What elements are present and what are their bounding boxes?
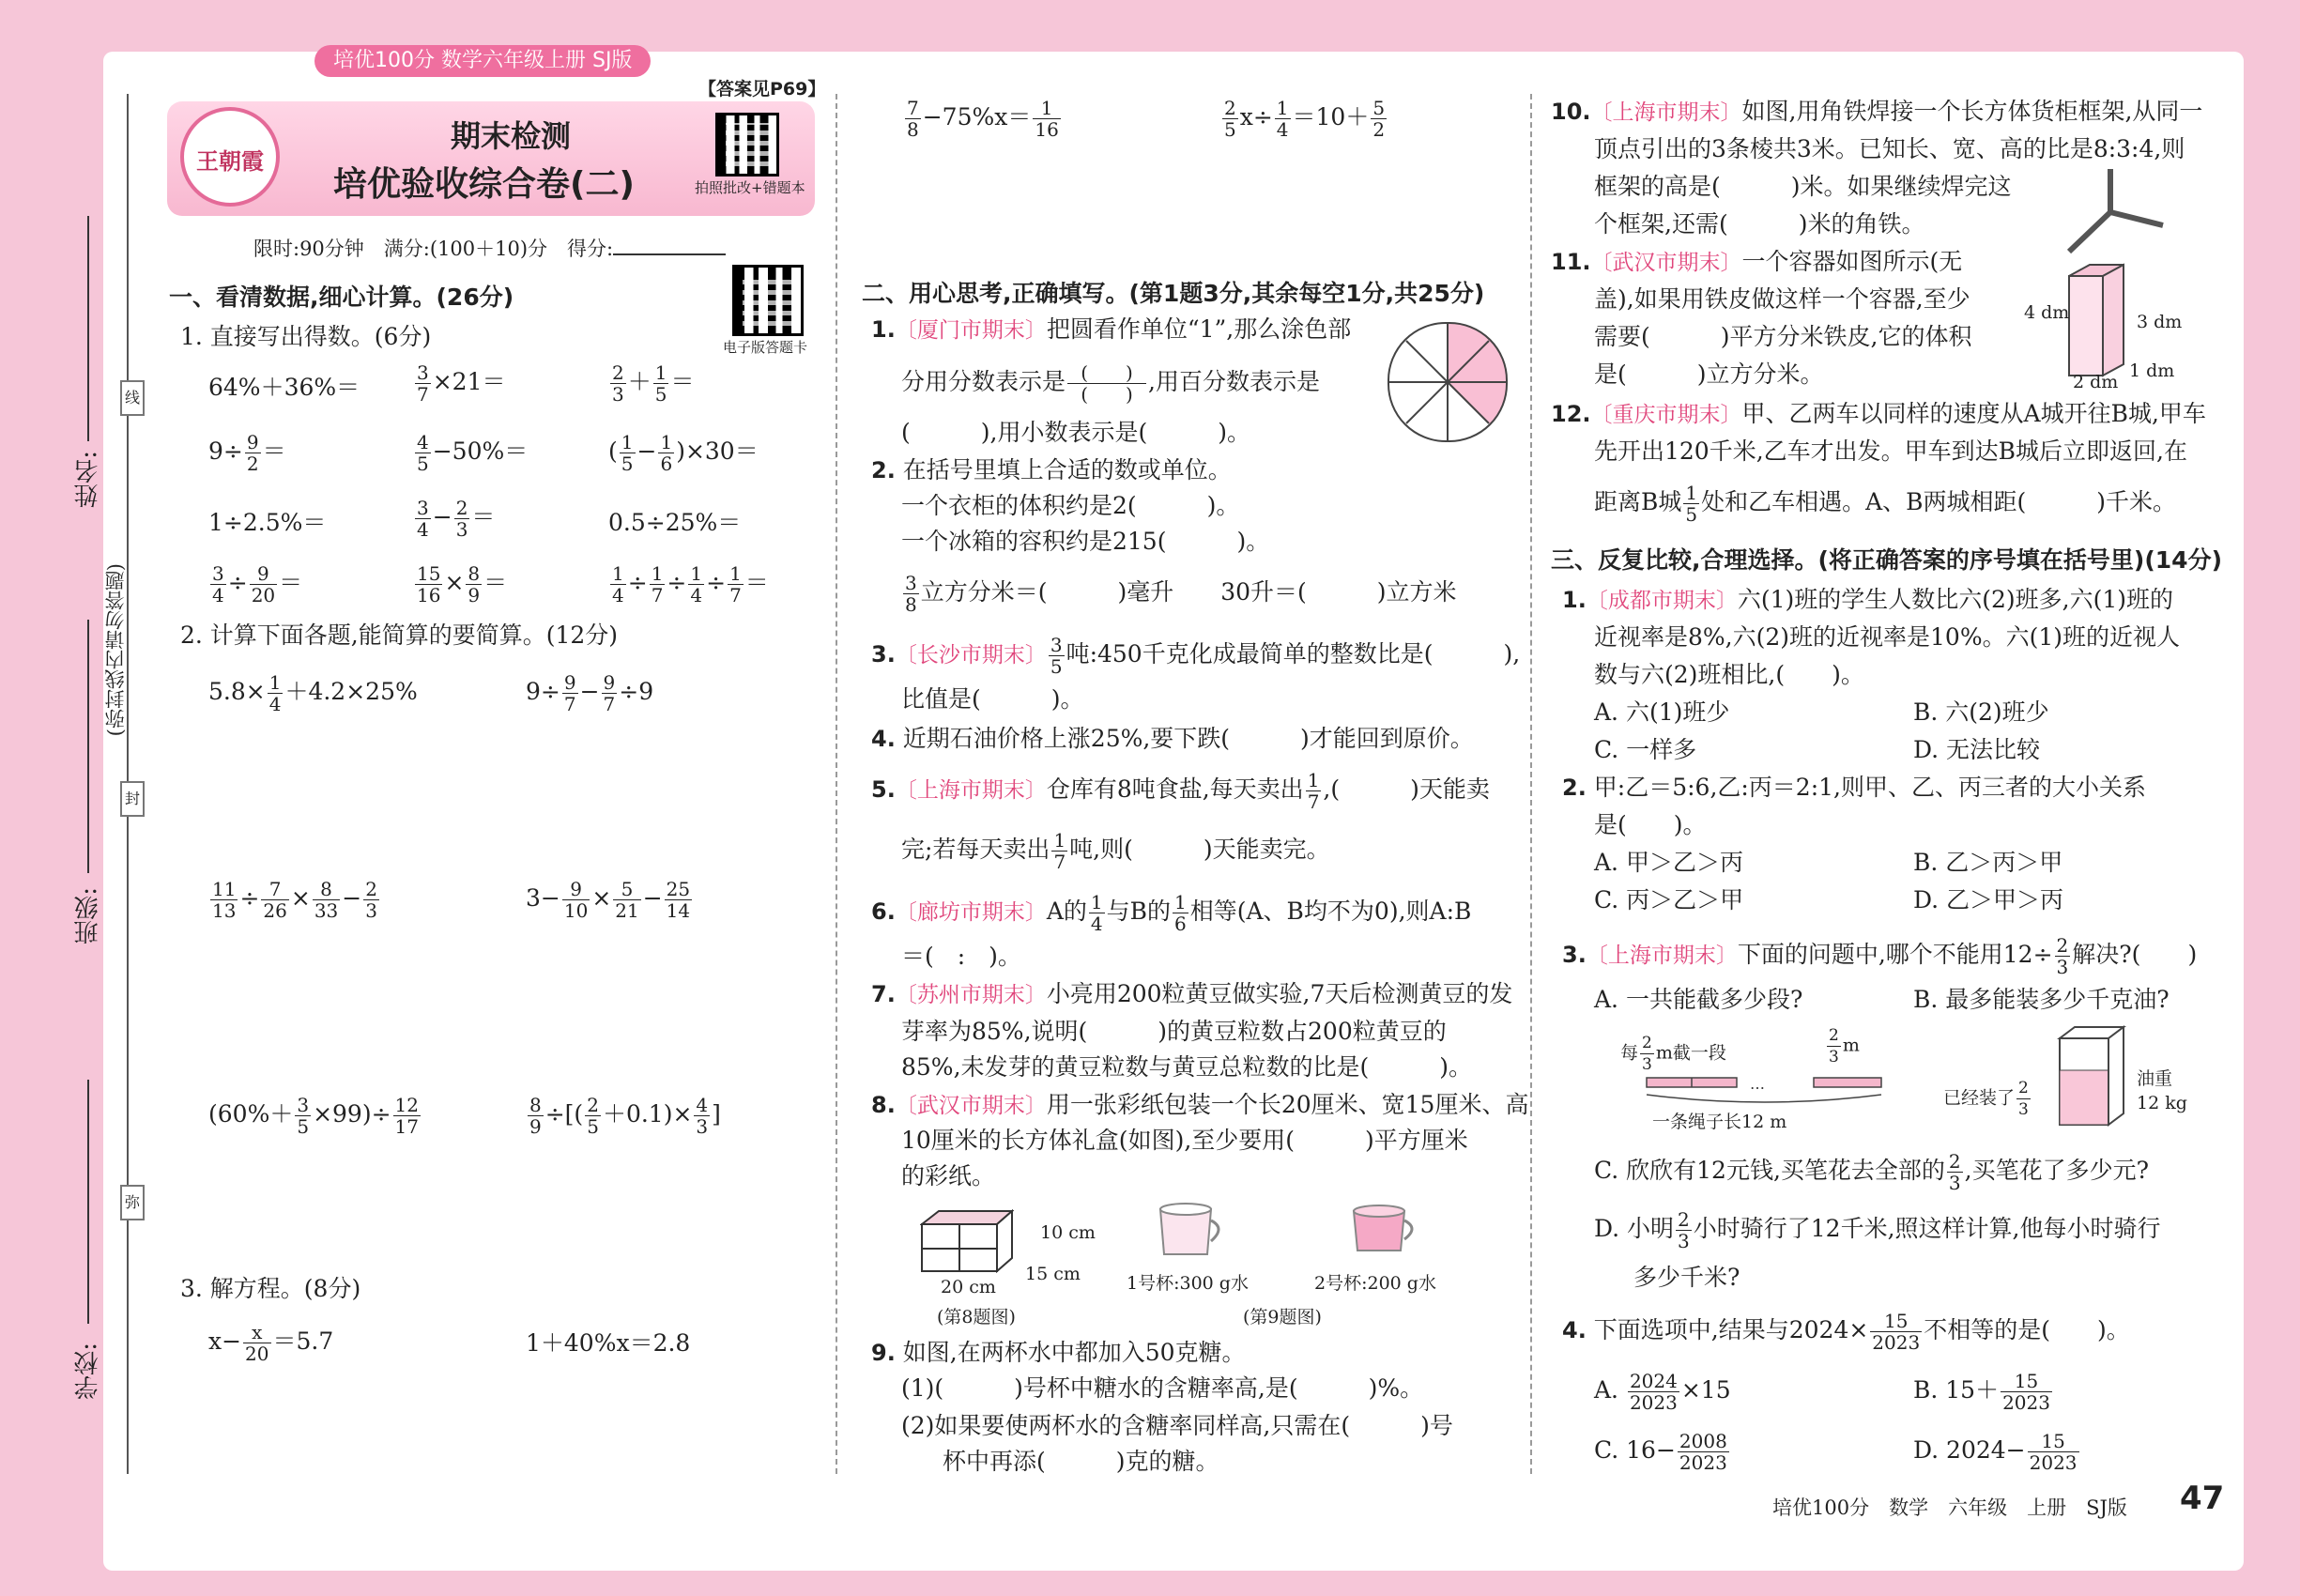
s3-q3-option-d[interactable]: D. 小明 $\frac{2}{3}$ 小时骑行了12千米,照这样计算,他每小时骑行: [1594, 1208, 2161, 1252]
s2-q1-d: ( ),用小数表示是( )。: [901, 419, 1250, 446]
s3-q1-b: 近视率是8%,六(2)班的近视率是10%。六(1)班的近视人: [1594, 623, 2181, 651]
s2-q7-b: 芽率为85%,说明( )的黄豆粒数占200粒黄豆的: [901, 1018, 1447, 1045]
s2-q1-b: 分用分数表示是 $\frac{( )}{( )}$ ,用百分数表示是: [901, 361, 1320, 406]
s1-q1-item: $\frac{3}{7}$ ×21＝: [417, 361, 506, 406]
mark-xian: 线: [120, 380, 145, 416]
rope-label: 每 $\frac{2}{3}$ m截一段: [1620, 1034, 1726, 1074]
s2-q4: 4. 近期石油价格上涨25%,要下跌( )才能回到原价。: [871, 725, 1474, 752]
s3-q1-c: 数与六(2)班相比,( )。: [1594, 661, 1864, 688]
s2-q8-b: 10厘米的长方体礼盒(如图),至少要用( )平方厘米: [901, 1127, 1468, 1154]
s1-q1-item: $\frac{1}{4}$ ÷ $\frac{1}{7}$ ÷ $\frac{1}{4}$ ÷ $\frac{1}{7}$ ＝: [612, 562, 769, 606]
s2-q2-d: $\frac{3}{8}$ 立方分米＝( )毫升 30升＝( )立方米: [905, 572, 1457, 616]
s2-q5-b: 完;若每天卖出 $\frac{1}{7}$ 吨,则( )天能卖完。: [901, 829, 1330, 873]
s2-q8-c: 的彩纸。: [901, 1162, 996, 1189]
footer-text: 培优100分 数学 六年级 上册 SJ版: [1772, 1496, 2127, 1519]
s3-q2-option[interactable]: B. 乙＞丙＞甲: [1913, 849, 2063, 876]
s2-q5: 5.〔上海市期末〕仓库有8吨食盐,每天卖出 $\frac{1}{7}$ ,( )天能卖: [871, 769, 1490, 813]
s1-q1-title: 1. 直接写出得数。(6分): [180, 323, 432, 350]
s2-q3: 3.〔长沙市期末〕 $\frac{3}{5}$ 吨:450千克化成最简单的整数比是( ),: [871, 634, 1521, 678]
fig11-a: 4 dm: [2024, 302, 2070, 323]
qr-caption-2: 电子版答题卡: [723, 339, 808, 356]
s3-q3: 3.〔上海市期末〕下面的问题中,哪个不能用12÷ $\frac{2}{3}$ 解决?( ): [1562, 934, 2198, 978]
fig9-caption: (第9题图): [1243, 1307, 1322, 1327]
angle-iron-figure: [2063, 165, 2167, 255]
s2-q9-d: 杯中再添( )克的糖。: [943, 1448, 1219, 1475]
section2-title: 二、用心思考,正确填写。(第1题3分,其余每空1分,共25分): [862, 280, 1485, 307]
s2-q2-b: 一个衣柜的体积约是2( )。: [901, 492, 1240, 519]
svg-text:…: …: [1750, 1075, 1765, 1093]
s3-q1-option[interactable]: A. 六(1)班少: [1594, 698, 1730, 726]
s1-q2-item: 5.8× $\frac{1}{4}$ ＋4.2×25%: [208, 671, 418, 715]
s2-q9: 9. 如图,在两杯水中都加入50克糖。: [871, 1339, 1246, 1366]
s1-q2-item: $\frac{11}{13}$ ÷ $\frac{7}{26}$ × $\frac{8}{33}$ − $\frac{2}{3}$: [212, 878, 377, 922]
gift-box-figure: [920, 1209, 1014, 1273]
qr-caption: 拍照批改+错题本: [695, 179, 805, 196]
mark-mi: 弥: [120, 1185, 145, 1220]
rope-length: 一条绳子长12 m: [1652, 1112, 1787, 1132]
school-field[interactable]: [87, 1080, 89, 1324]
cup1-figure: [1155, 1202, 1230, 1260]
qr-code-icon-2[interactable]: [732, 265, 804, 336]
name-label: 姓名:: [74, 451, 102, 508]
cup2-figure: [1348, 1204, 1423, 1256]
cup2-label: 2号杯:200 g水: [1314, 1273, 1436, 1294]
class-label: 班级:: [74, 887, 102, 944]
page-number: 47: [2180, 1480, 2225, 1517]
s3-q2-option[interactable]: C. 丙＞乙＞甲: [1594, 886, 1744, 913]
s3-q1: 1.〔成都市期末〕六(1)班的学生人数比六(2)班多,六(1)班的: [1562, 586, 2174, 613]
section3-title: 三、反复比较,合理选择。(将正确答案的序号填在括号里)(14分): [1551, 546, 2222, 574]
s2-q12: 12.〔重庆市期末〕甲、乙两车以同样的速度从A城开往B城,甲车: [1551, 400, 2206, 427]
s2-top-eq1: $\frac{7}{8}$ −75%x＝ $\frac{1}{16}$: [907, 97, 1059, 141]
cup1-label: 1号杯:300 g水: [1127, 1273, 1249, 1294]
s1-q2-item: (60%＋ $\frac{3}{5}$ ×99)÷ $\frac{12}{17}$: [208, 1094, 419, 1138]
s2-q11-b: 盖),如果用铁皮做这样一个容器,至少: [1594, 285, 1970, 313]
page-subtitle: 培优验收综合卷(二): [333, 165, 635, 204]
s2-q11: 11.〔武汉市期末〕一个容器如图所示(无: [1551, 248, 1963, 275]
name-field[interactable]: [87, 216, 89, 441]
s2-q9-c: (2)如果要使两杯水的含糖率同样高,只需在( )号: [901, 1412, 1453, 1439]
pie-lines: [1389, 324, 1506, 440]
class-field[interactable]: [87, 620, 89, 873]
answer-ref: 【答案见P69】: [698, 79, 826, 100]
s1-q3-item: 1＋40%x＝2.8: [526, 1329, 691, 1357]
qr-code-icon[interactable]: [715, 113, 779, 176]
column-divider-2: [1530, 94, 1532, 1474]
oil-weight: 12 kg: [2137, 1093, 2187, 1113]
s2-q12-b: 先开出120千米,乙车才出发。甲车到达B城后立即返回,在: [1594, 437, 2187, 465]
s1-q1-item: $\frac{3}{4}$ − $\frac{2}{3}$ ＝: [417, 497, 496, 541]
s2-q10-d: 个框架,还需( )米的角铁。: [1594, 210, 1925, 238]
logo: [180, 107, 280, 207]
s2-q2: 2. 在括号里填上合适的数或单位。: [871, 456, 1232, 483]
s1-q1-item: 1÷2.5%＝: [208, 509, 327, 536]
fig11-b: 3 dm: [2137, 312, 2183, 332]
seal-note: (弥封线内请勿答题): [104, 563, 127, 737]
s2-q11-d: 是( )立方分米。: [1594, 361, 1824, 388]
s3-q3-option-b[interactable]: B. 最多能装多少千克油?: [1913, 986, 2170, 1013]
s1-q1-item: ( $\frac{1}{5}$ − $\frac{1}{6}$ )×30＝: [608, 431, 759, 475]
s2-q1: 1.〔厦门市期末〕把圆看作单位“1”,那么涂色部: [871, 315, 1352, 343]
oil-label: 已经装了 $\frac{2}{3}$: [1943, 1079, 2029, 1119]
oil-tank-figure: [2056, 1025, 2127, 1128]
s2-top-eq2: $\frac{2}{5}$ x÷ $\frac{1}{4}$ ＝10＋ $\frac{5}{2}$: [1224, 97, 1386, 141]
s3-q3-option-d2: 多少千米?: [1633, 1264, 1740, 1291]
s3-q3-option-c[interactable]: C. 欣欣有12元钱,买笔花去全部的 $\frac{2}{3}$ ,买笔花了多少元?: [1594, 1150, 2149, 1194]
fig8-w: 15 cm: [1025, 1264, 1081, 1284]
s1-q1-item: $\frac{2}{3}$ ＋ $\frac{1}{5}$ ＝: [612, 361, 695, 406]
s1-q1-item: $\frac{4}{5}$ −50%＝: [417, 431, 529, 475]
s2-q10: 10.〔上海市期末〕如图,用角铁焊接一个长方体货柜框架,从同一: [1551, 98, 2203, 125]
s3-q2-option[interactable]: A. 甲＞乙＞丙: [1594, 849, 1743, 876]
mark-feng: 封: [120, 781, 145, 817]
s3-q4-option-a[interactable]: A. $\frac{2024}{2023}$ ×15: [1594, 1370, 1731, 1414]
fig11-c: 1 dm: [2129, 361, 2175, 381]
s1-q1-item: 0.5÷25%＝: [608, 509, 742, 536]
s2-q2-c: 一个冰箱的容积约是215( )。: [901, 528, 1270, 555]
s3-q4-option-c[interactable]: C. 16− $\frac{2008}{2023}$: [1594, 1430, 1727, 1474]
s2-q9-b: (1)( )号杯中糖水的含糖率高,是( )%。: [901, 1374, 1424, 1402]
s2-q12-c: 距离B城 $\frac{1}{5}$ 处和乙车相遇。A、B两城相距( )千米。: [1594, 482, 2177, 526]
s2-q11-c: 需要( )平方分米铁皮,它的体积: [1594, 323, 1972, 350]
fig8-h: 10 cm: [1040, 1222, 1096, 1243]
s1-q1-item: $\frac{15}{16}$ × $\frac{8}{9}$ ＝: [417, 562, 508, 606]
s2-q6-b: ＝( : )。: [901, 943, 1021, 970]
s1-q2-title: 2. 计算下面各题,能简算的要简算。(12分): [180, 622, 619, 649]
s3-q2-b: 是( )。: [1594, 811, 1707, 838]
s3-q2-option[interactable]: D. 乙＞甲＞丙: [1913, 886, 2064, 913]
s2-q8: 8.〔武汉市期末〕用一张彩纸包装一个长20厘米、宽15厘米、高: [871, 1091, 1529, 1118]
fig11-d: 2 dm: [2073, 372, 2119, 392]
exam-info: 限时:90分钟 满分:(100＋10)分 得分:: [253, 229, 726, 265]
school-label: 学校:: [74, 1343, 102, 1400]
logo-text: 王朝霞: [196, 147, 264, 175]
page-title: 期末检测: [451, 118, 572, 154]
s3-q1-option[interactable]: C. 一样多: [1594, 736, 1697, 763]
column-divider-1: [836, 94, 837, 1474]
s1-q3-item: x− $\frac{x}{20}$ ＝5.7: [208, 1321, 334, 1365]
s3-q2: 2. 甲:乙＝5:6,乙:丙＝2:1,则甲、乙、丙三者的大小关系: [1562, 774, 2146, 801]
s1-q2-item: $\frac{8}{9}$ ÷[( $\frac{2}{5}$ ＋0.1)× $\frac{4}{3}$ ]: [529, 1094, 721, 1138]
section1-title: 一、看清数据,细心计算。(26分): [169, 284, 514, 311]
s3-q1-option[interactable]: D. 无法比较: [1913, 736, 2041, 763]
s1-q1-item: $\frac{3}{4}$ ÷ $\frac{9}{20}$ ＝: [212, 562, 303, 606]
s1-q3-title: 3. 解方程。(8分): [180, 1275, 361, 1302]
s1-q1-item: 64%＋36%＝: [208, 374, 360, 401]
s3-q1-option[interactable]: B. 六(2)班少: [1913, 698, 2049, 726]
s3-q4: 4. 下面选项中,结果与2024× $\frac{15}{2023}$ 不相等的是( )。: [1562, 1310, 2130, 1354]
s1-q2-item: 9÷ $\frac{9}{7}$ − $\frac{9}{7}$ ÷9: [526, 671, 654, 715]
series-banner: 培优100分 数学六年级上册 SJ版: [314, 45, 651, 77]
s3-q4-option-d[interactable]: D. 2024− $\frac{15}{2023}$: [1913, 1430, 2078, 1474]
s1-q2-item: 3− $\frac{9}{10}$ × $\frac{5}{21}$ − $\frac{25}{14}$: [526, 878, 691, 922]
s2-q7: 7.〔苏州市期末〕小亮用200粒黄豆做实验,7天后检测黄豆的发: [871, 980, 1513, 1007]
s2-q10-c: 框架的高是( )米。如果继续焊完这: [1594, 173, 2012, 200]
s3-q3-option-a[interactable]: A. 一共能截多少段?: [1594, 986, 1803, 1013]
fraction-pie: [1388, 322, 1508, 442]
s2-q6: 6.〔廊坊市期末〕A的 $\frac{1}{4}$ 与B的 $\frac{1}{6}$ 相等(A、B均不为0),则A:B: [871, 891, 1472, 935]
fig8-caption: (第8题图): [937, 1307, 1016, 1327]
s1-q1-item: 9÷ $\frac{9}{2}$ ＝: [208, 431, 286, 475]
s2-q10-b: 顶点引出的3条棱共3米。已知长、宽、高的比是8:3:4,则: [1594, 135, 2185, 162]
s3-q4-option-b[interactable]: B. 15＋ $\frac{15}{2023}$: [1913, 1370, 2050, 1414]
oil-weight-label: 油重: [2137, 1068, 2173, 1089]
s2-q7-c: 85%,未发芽的黄豆粒数与黄豆总粒数的比是( )。: [901, 1053, 1473, 1081]
rope-label-2: $\frac{2}{3}$ m: [1829, 1026, 1860, 1067]
s2-q3-b: 比值是( )。: [901, 685, 1084, 713]
fig8-l: 20 cm: [941, 1277, 996, 1297]
